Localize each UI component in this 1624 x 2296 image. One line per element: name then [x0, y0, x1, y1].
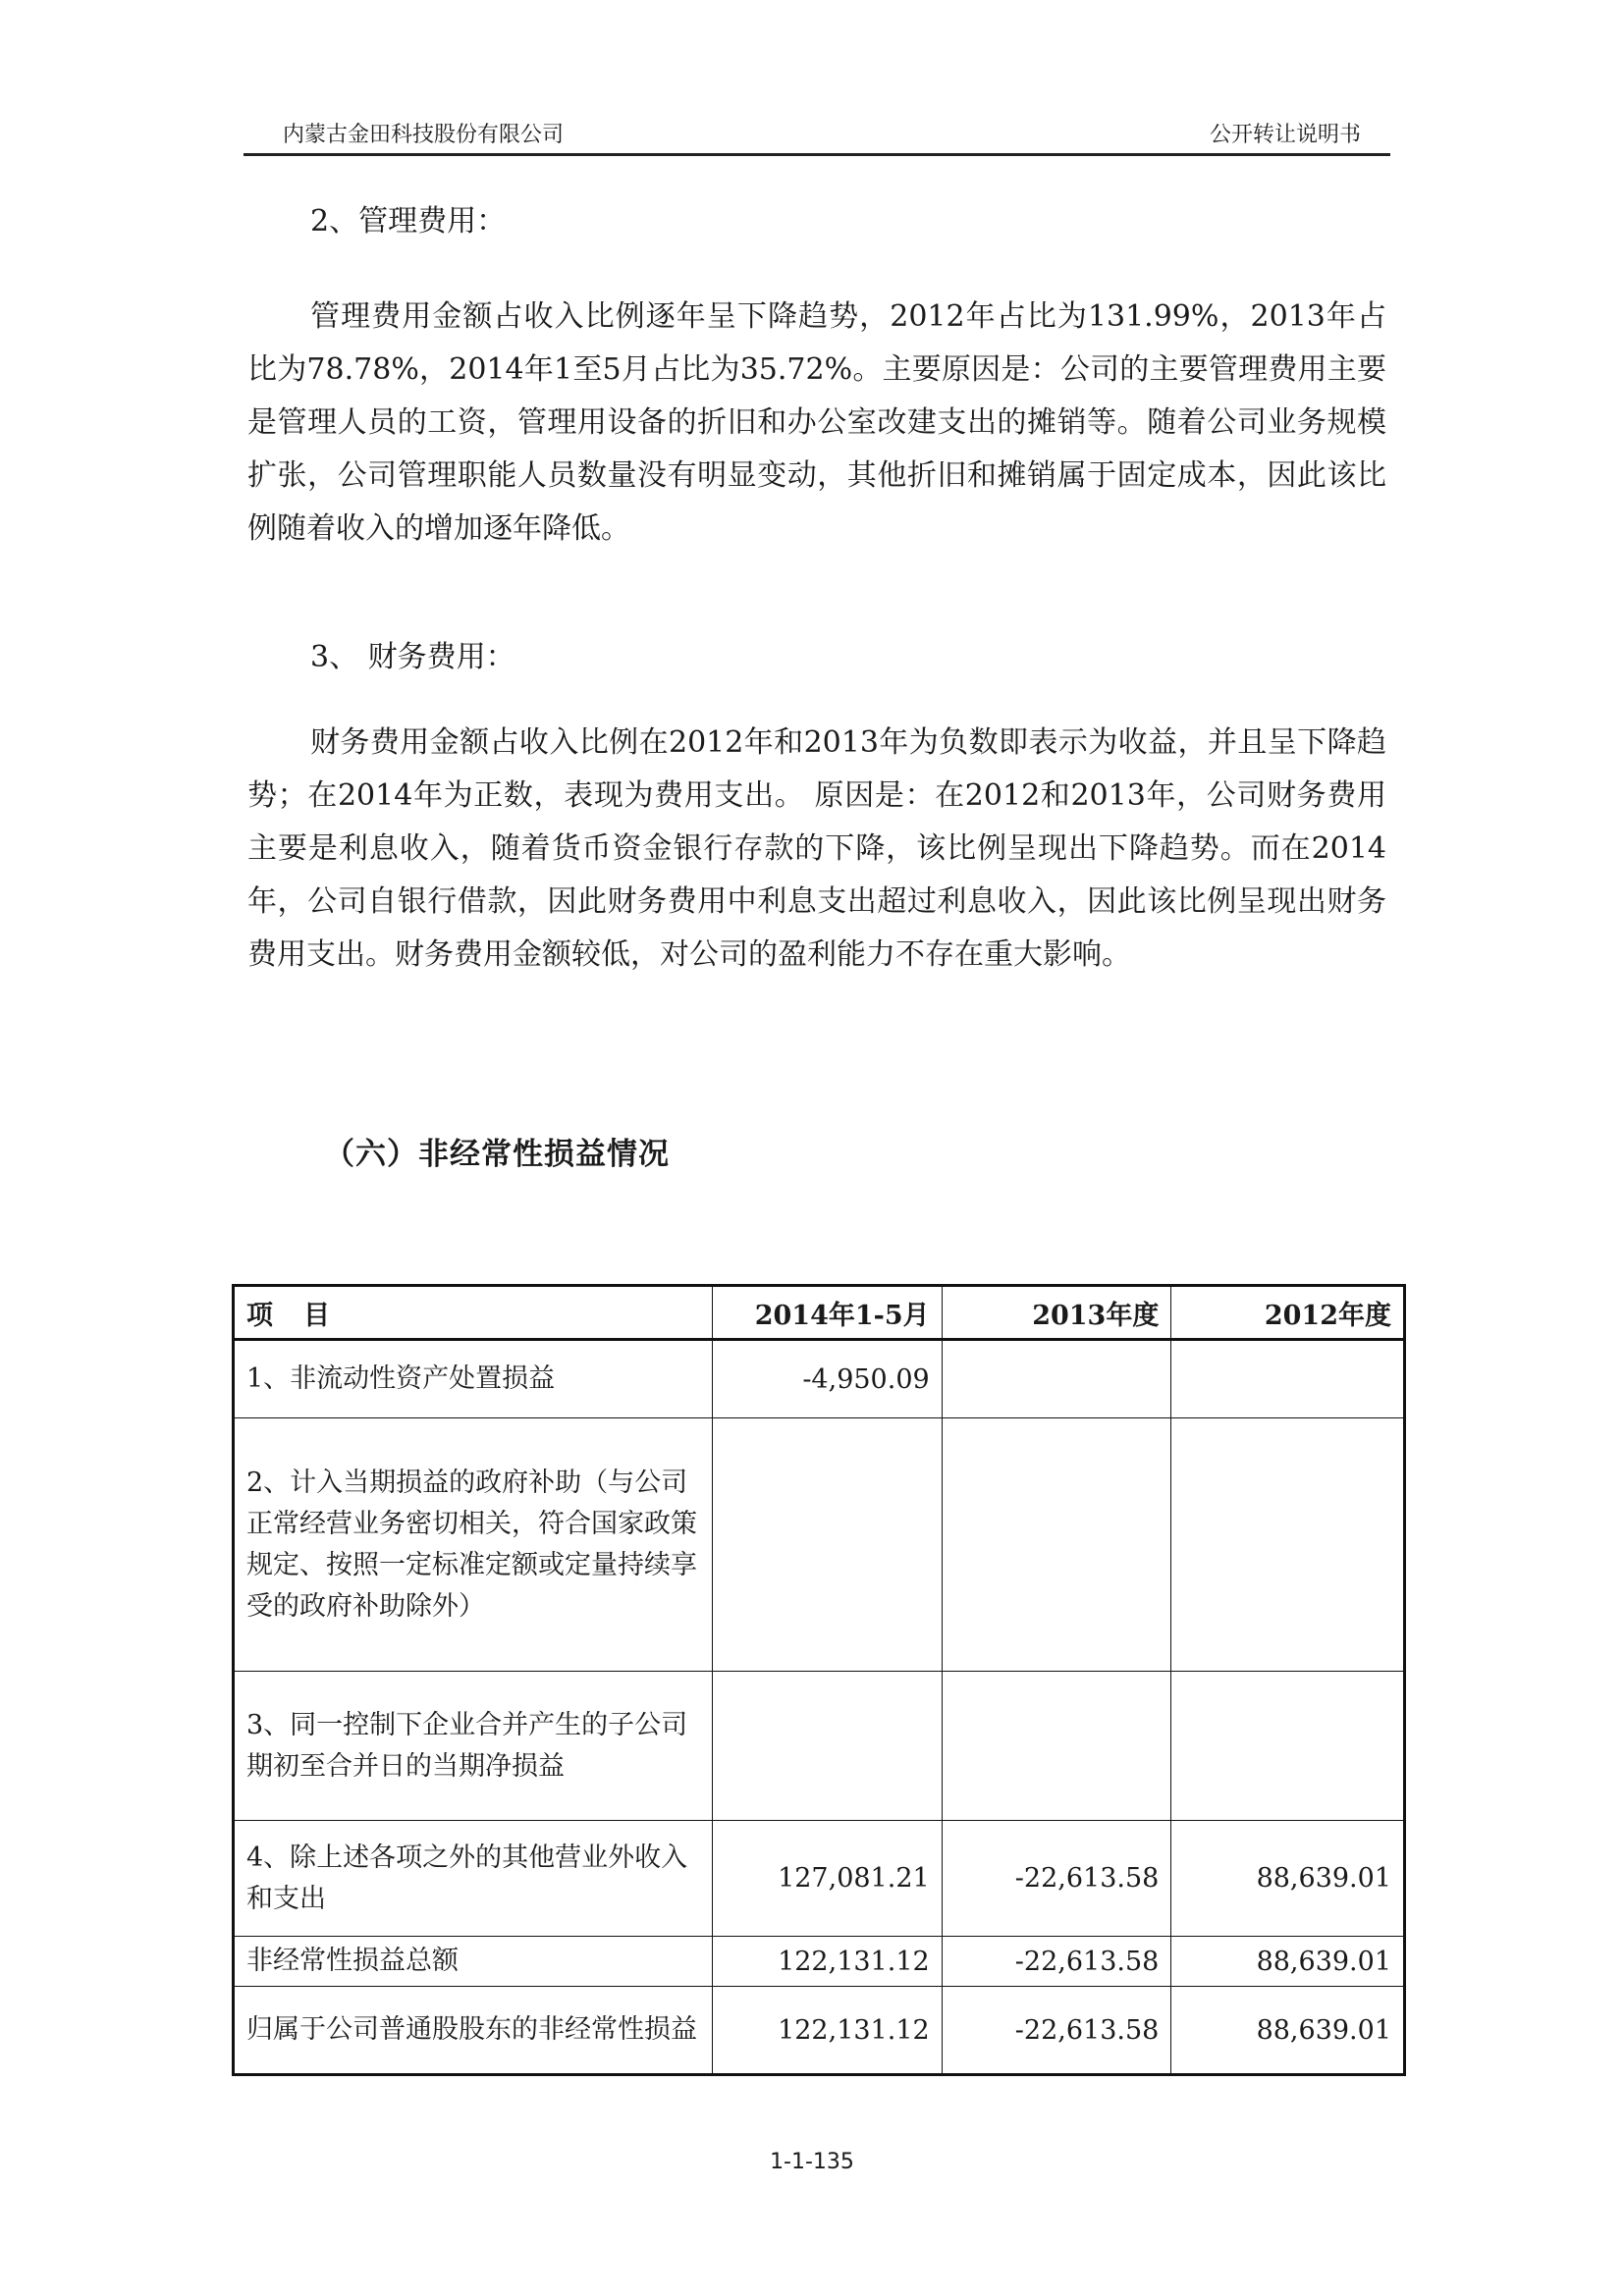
header-2012: 2012年度 — [1171, 1286, 1405, 1340]
admin-expense-heading: 2、管理费用： — [310, 204, 507, 239]
row-value-2014 — [712, 1418, 942, 1672]
admin-expense-paragraph: 管理费用金额占收入比例逐年呈下降趋势，2012年占比为131.99%，2013年占比为78.78%，2014年1至5月占比为35.72%。主要原因是：公司的主要管理费用主要是管理人员的工资，管理用设备的折旧和办公室改建支出的摊销等。随着公司业务规模扩张，公司管理职能人员数量没有明显变动，其他折旧和摊销属于固定成本，因此该比例随着收入的增加逐年降低。 — [247, 299, 1386, 546]
row-value-2013: -22,613.58 — [942, 1821, 1171, 1937]
header-doc-type: 公开转让说明书 — [1209, 123, 1361, 147]
table-row — [234, 1672, 1405, 1821]
row-value-2012: 88,639.01 — [1171, 1987, 1405, 2075]
row-value-2013 — [942, 1340, 1171, 1418]
table-header-row — [234, 1286, 1405, 1340]
table-row — [234, 1340, 1405, 1418]
header-2013: 2013年度 — [942, 1286, 1171, 1340]
row-value-2013 — [942, 1672, 1171, 1821]
row-value-2012 — [1171, 1340, 1405, 1418]
row-item: 4、除上述各项之外的其他营业外收入和支出 — [234, 1821, 713, 1937]
finance-expense-paragraph: 财务费用金额占收入比例在2012年和2013年为负数即表示为收益，并且呈下降趋势；在2014年为正数，表现为费用支出。 原因是：在2012和2013年，公司财务费用主要是利息收入，随着货币资金银行存款的下降，该比例呈现出下降趋势。而在2014年，公司自银行借款，因此财务费用中利息支出超过利息收入，因此该比例呈现出财务费用支出。财务费用金额较低，对公司的盈利能力不存在重大影响。 — [247, 725, 1386, 972]
row-value-2012: 88,639.01 — [1171, 1821, 1405, 1937]
page-header — [244, 110, 1390, 156]
row-value-2013: -22,613.58 — [942, 1937, 1171, 1987]
row-value-2014 — [712, 1672, 942, 1821]
table-row — [234, 1418, 1405, 1672]
header-item: 项 目 — [234, 1286, 713, 1340]
row-item: 2、计入当期损益的政府补助（与公司正常经营业务密切相关，符合国家政策规定、按照一定标准定额或定量持续享受的政府补助除外） — [234, 1418, 713, 1672]
table-row — [234, 1821, 1405, 1937]
row-value-2014: 127,081.21 — [712, 1821, 942, 1937]
row-item: 3、同一控制下企业合并产生的子公司期初至合并日的当期净损益 — [234, 1672, 713, 1821]
finance-expense-heading: 3、 财务费用： — [310, 640, 515, 674]
row-value-2012: 88,639.01 — [1171, 1937, 1405, 1987]
row-value-2012 — [1171, 1672, 1405, 1821]
row-item: 1、非流动性资产处置损益 — [234, 1340, 713, 1418]
row-value-2012 — [1171, 1418, 1405, 1672]
row-value-2013 — [942, 1418, 1171, 1672]
nonrecurring-section-title: （六）非经常性损益情况 — [324, 1137, 670, 1172]
table-row — [234, 1937, 1405, 1987]
row-value-2014: 122,131.12 — [712, 1987, 942, 2075]
header-company: 内蒙古金田科技股份有限公司 — [283, 123, 565, 147]
row-value-2013: -22,613.58 — [942, 1987, 1171, 2075]
table-row — [234, 1987, 1405, 2075]
page-number: 1-1-135 — [770, 2150, 854, 2174]
nonrecurring-gains-table — [232, 1284, 1406, 2076]
row-item: 非经常性损益总额 — [234, 1937, 713, 1987]
row-value-2014: 122,131.12 — [712, 1937, 942, 1987]
row-item: 归属于公司普通股股东的非经常性损益 — [234, 1987, 713, 2075]
header-2014: 2014年1-5月 — [712, 1286, 942, 1340]
row-value-2014: -4,950.09 — [712, 1340, 942, 1418]
